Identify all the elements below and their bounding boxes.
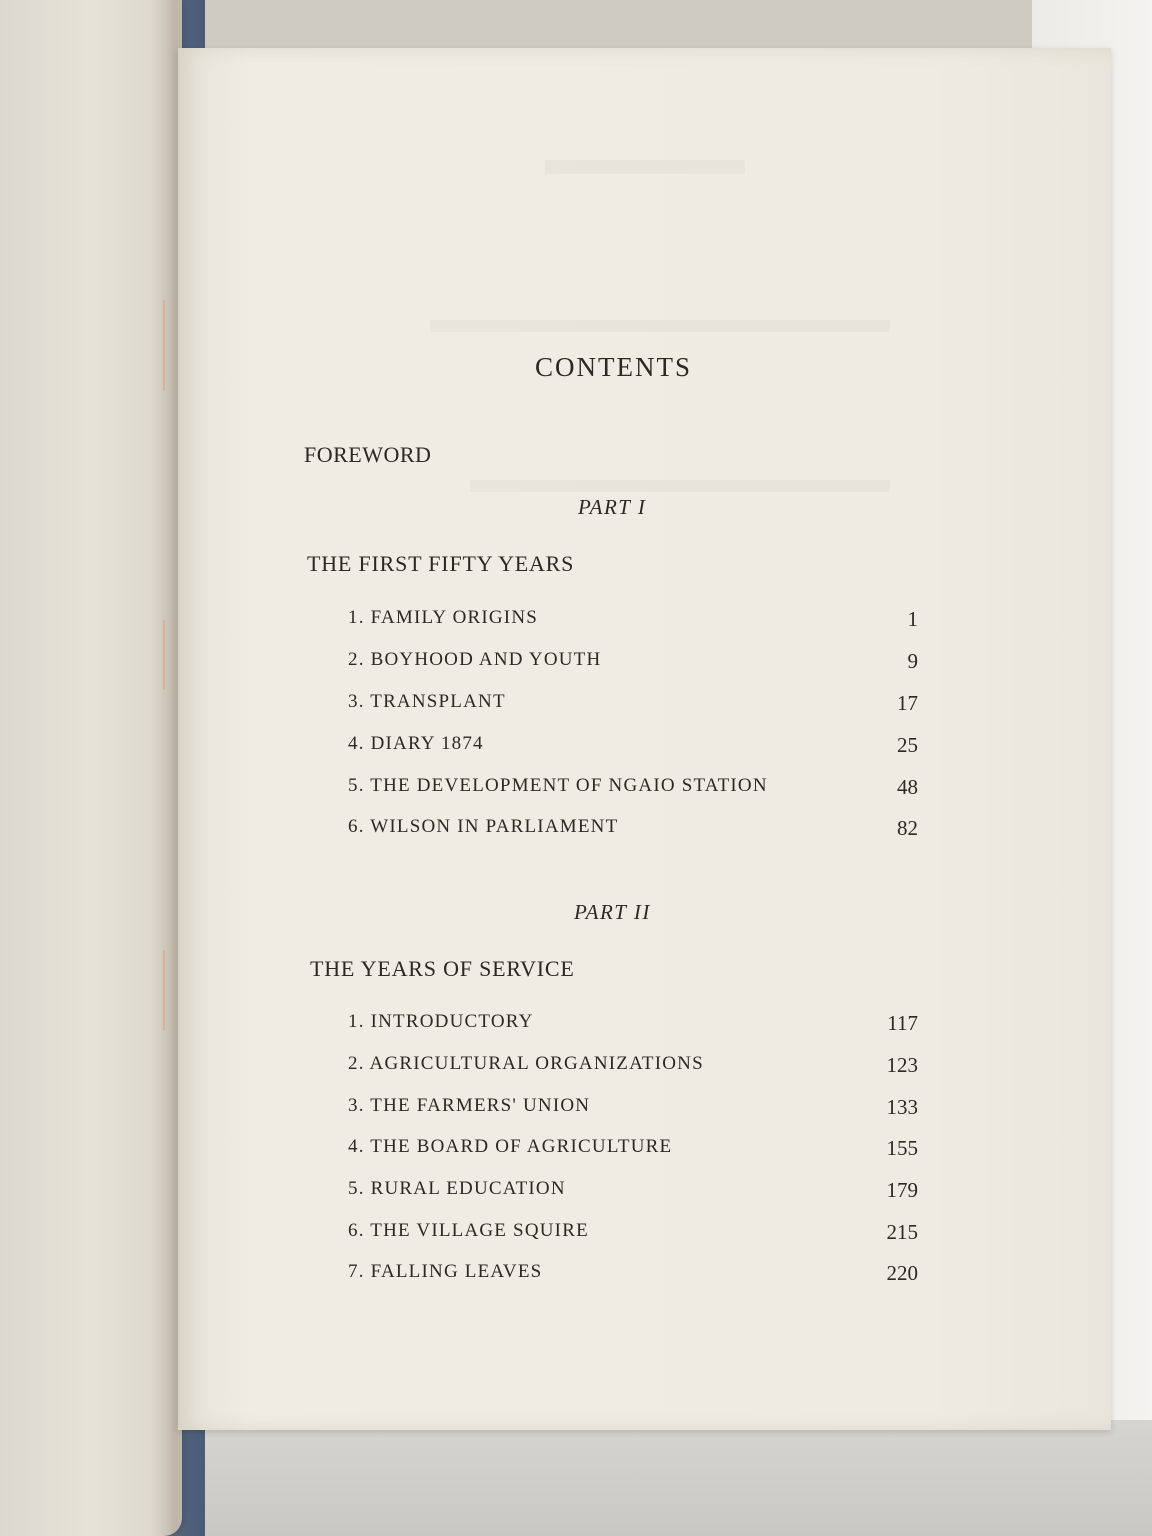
toc-entry <box>348 649 918 679</box>
binding-thread <box>163 300 165 390</box>
part-1-heading: THE FIRST FIFTY YEARS <box>307 551 575 576</box>
chapter-title: 5. RURAL EDUCATION <box>348 1178 566 1199</box>
binding-thread <box>163 950 165 1030</box>
toc-entry <box>348 607 918 637</box>
page-number: 133 <box>886 1095 918 1119</box>
page-number: 17 <box>897 691 918 715</box>
chapter-title: 4. DIARY 1874 <box>348 733 484 754</box>
toc-entry <box>348 1261 918 1291</box>
page-number: 9 <box>907 649 918 673</box>
toc-entry <box>348 1220 918 1250</box>
chapter-title: 1. FAMILY ORIGINS <box>348 607 539 628</box>
show-through <box>470 480 890 492</box>
part-2-heading: THE YEARS OF SERVICE <box>310 956 575 981</box>
chapter-title: 6. WILSON IN PARLIAMENT <box>348 816 619 837</box>
part-2-label: PART II <box>574 900 651 924</box>
page-number: 48 <box>897 775 918 799</box>
page-number: 82 <box>897 816 918 840</box>
chapter-title: 3. THE FARMERS' UNION <box>348 1095 591 1116</box>
page-number: 155 <box>886 1136 918 1160</box>
toc-entry <box>348 1053 918 1083</box>
chapter-title: 3. TRANSPLANT <box>348 691 506 712</box>
page-number: 215 <box>886 1220 918 1244</box>
toc-entry <box>348 733 918 763</box>
toc-entry <box>348 1178 918 1208</box>
chapter-title: 4. THE BOARD OF AGRICULTURE <box>348 1136 673 1157</box>
foreword-entry: FOREWORD <box>304 442 432 467</box>
part-1-label: PART I <box>578 495 647 519</box>
toc-entry <box>348 691 918 721</box>
page-number: 1 <box>907 607 918 631</box>
page-number: 179 <box>886 1178 918 1202</box>
toc-entry <box>348 1011 918 1041</box>
toc-entry <box>348 1136 918 1166</box>
toc-entry <box>348 1095 918 1125</box>
show-through <box>430 320 890 332</box>
chapter-title: 1. INTRODUCTORY <box>348 1011 534 1032</box>
chapter-title: 2. AGRICULTURAL ORGANIZATIONS <box>348 1053 704 1074</box>
toc-entry <box>348 816 918 846</box>
contents-title: CONTENTS <box>535 352 692 382</box>
page-number: 25 <box>897 733 918 757</box>
chapter-title: 2. BOYHOOD AND YOUTH <box>348 649 602 670</box>
page-number: 220 <box>886 1261 918 1285</box>
show-through <box>545 160 745 174</box>
binding-thread <box>163 620 165 690</box>
page-number: 117 <box>887 1011 918 1035</box>
page-number: 123 <box>886 1053 918 1077</box>
toc-entry <box>348 775 918 805</box>
chapter-title: 6. THE VILLAGE SQUIRE <box>348 1220 589 1241</box>
chapter-title: 7. FALLING LEAVES <box>348 1261 543 1282</box>
chapter-title: 5. THE DEVELOPMENT OF NGAIO STATION <box>348 775 768 796</box>
